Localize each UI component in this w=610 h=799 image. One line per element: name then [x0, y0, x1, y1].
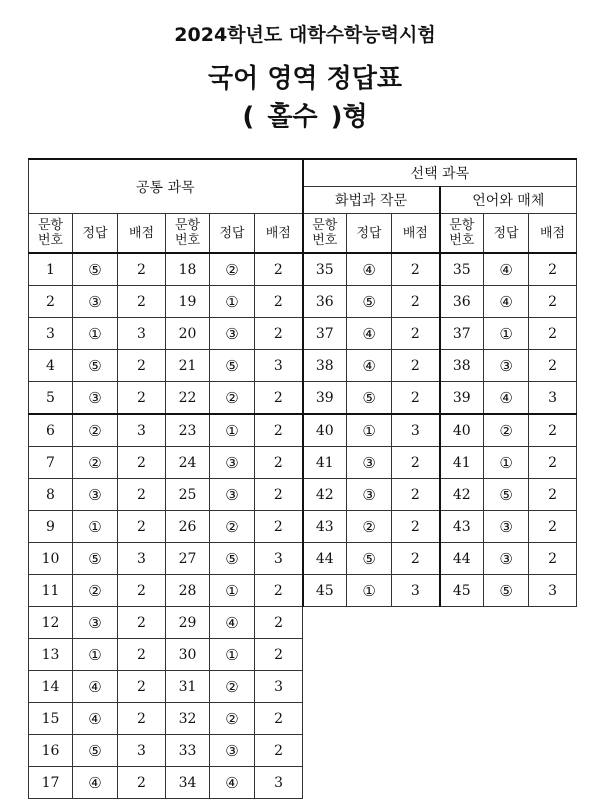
points: 2: [392, 479, 440, 511]
answer: ②: [210, 703, 255, 735]
answer: ①: [210, 575, 255, 607]
empty-cell: [392, 639, 440, 671]
empty-cell: [392, 703, 440, 735]
points: 2: [118, 767, 166, 799]
points: 2: [118, 382, 166, 415]
points: 2: [118, 447, 166, 479]
question-number: 32: [166, 703, 210, 735]
question-number: 13: [29, 639, 73, 671]
question-number: 27: [166, 543, 210, 575]
question-number: 31: [166, 671, 210, 703]
points: 2: [255, 511, 303, 543]
question-number: 43: [440, 511, 484, 543]
table-row: [29, 447, 577, 479]
answer: ④: [347, 253, 392, 286]
points: 2: [118, 703, 166, 735]
empty-cell: [392, 607, 440, 639]
question-number: 15: [29, 703, 73, 735]
question-number: 25: [166, 479, 210, 511]
exam-title: 2024학년도 대학수학능력시험: [174, 24, 436, 46]
empty-cell: [303, 639, 347, 671]
empty-cell: [529, 671, 577, 703]
question-number-header: 문항 번호: [440, 214, 484, 254]
points: 2: [118, 671, 166, 703]
points: 2: [529, 414, 577, 447]
question-number: 3: [29, 318, 73, 350]
points: 2: [392, 253, 440, 286]
table-row: [29, 286, 577, 318]
answer: ②: [73, 414, 118, 447]
answer: ③: [484, 511, 529, 543]
empty-cell: [392, 735, 440, 767]
points: 2: [529, 511, 577, 543]
answer: ③: [210, 318, 255, 350]
answer: ④: [73, 671, 118, 703]
points: 2: [529, 447, 577, 479]
empty-cell: [440, 671, 484, 703]
question-number: 44: [303, 543, 347, 575]
points: 2: [255, 639, 303, 671]
question-number: 22: [166, 382, 210, 415]
answer: ②: [210, 382, 255, 415]
empty-cell: [303, 703, 347, 735]
answer: ①: [210, 414, 255, 447]
question-number: 34: [166, 767, 210, 799]
empty-cell: [484, 671, 529, 703]
points: 3: [529, 382, 577, 415]
empty-cell: [303, 735, 347, 767]
points: 2: [255, 479, 303, 511]
points: 2: [392, 382, 440, 415]
question-number: 41: [440, 447, 484, 479]
empty-cell: [484, 735, 529, 767]
table-row: [29, 575, 577, 607]
question-number: 16: [29, 735, 73, 767]
question-number: 45: [440, 575, 484, 607]
empty-cell: [484, 703, 529, 735]
table-row: [29, 318, 577, 350]
question-number: 37: [440, 318, 484, 350]
points: 2: [255, 607, 303, 639]
empty-cell: [440, 735, 484, 767]
question-number-header: 문항 번호: [166, 214, 210, 254]
empty-cell: [303, 671, 347, 703]
answer: ④: [484, 286, 529, 318]
question-number: 11: [29, 575, 73, 607]
points: 3: [118, 318, 166, 350]
table-row: [29, 543, 577, 575]
points: 2: [255, 286, 303, 318]
answer: ⑤: [73, 735, 118, 767]
answer: ②: [484, 414, 529, 447]
empty-cell: [440, 607, 484, 639]
points: 3: [529, 575, 577, 607]
empty-cell: [347, 607, 392, 639]
empty-cell: [529, 639, 577, 671]
points: 2: [392, 543, 440, 575]
question-number: 44: [440, 543, 484, 575]
points: 3: [118, 414, 166, 447]
answer: ⑤: [210, 543, 255, 575]
answer: ①: [347, 575, 392, 607]
question-number: 14: [29, 671, 73, 703]
points: 3: [392, 414, 440, 447]
question-number: 36: [440, 286, 484, 318]
empty-cell: [440, 703, 484, 735]
answer: ①: [73, 511, 118, 543]
answer: ③: [73, 382, 118, 415]
answer: ⑤: [347, 543, 392, 575]
points: 2: [529, 253, 577, 286]
answer: ③: [210, 479, 255, 511]
empty-cell: [303, 607, 347, 639]
points: 2: [392, 511, 440, 543]
elective-a-header: 화법과 작문: [303, 187, 440, 214]
question-number: 7: [29, 447, 73, 479]
answer: ②: [347, 511, 392, 543]
answer: ①: [484, 447, 529, 479]
answer: ⑤: [347, 382, 392, 415]
elective-b-header: 언어와 매체: [440, 187, 577, 214]
answer: ④: [210, 767, 255, 799]
answer: ①: [73, 639, 118, 671]
points: 2: [118, 350, 166, 382]
empty-cell: [529, 607, 577, 639]
points: 2: [392, 447, 440, 479]
points: 3: [255, 671, 303, 703]
question-number: 40: [440, 414, 484, 447]
points: 2: [118, 639, 166, 671]
empty-cell: [347, 735, 392, 767]
common-section-header: 공통 과목: [29, 159, 303, 214]
answer: ⑤: [347, 286, 392, 318]
empty-cell: [529, 703, 577, 735]
question-number: 20: [166, 318, 210, 350]
answer: ⑤: [484, 575, 529, 607]
question-number: 5: [29, 382, 73, 415]
points: 2: [255, 735, 303, 767]
question-number-header: 문항 번호: [29, 214, 73, 254]
points: 2: [255, 414, 303, 447]
points: 2: [392, 318, 440, 350]
question-number: 38: [303, 350, 347, 382]
points-header: 배점: [118, 214, 166, 254]
points: 2: [118, 253, 166, 286]
points: 2: [255, 703, 303, 735]
answer: ④: [484, 253, 529, 286]
points: 3: [118, 735, 166, 767]
question-number: 42: [303, 479, 347, 511]
question-number: 26: [166, 511, 210, 543]
question-number: 30: [166, 639, 210, 671]
question-number: 10: [29, 543, 73, 575]
question-number: 33: [166, 735, 210, 767]
points: 2: [392, 350, 440, 382]
points: 2: [118, 286, 166, 318]
answer: ④: [484, 382, 529, 415]
elective-section-header: 선택 과목: [303, 159, 577, 187]
question-number: 43: [303, 511, 347, 543]
answer: ③: [347, 479, 392, 511]
table-row: [29, 253, 577, 286]
answer: ②: [73, 447, 118, 479]
answer: ④: [210, 607, 255, 639]
points: 2: [118, 511, 166, 543]
question-number: 1: [29, 253, 73, 286]
points: 3: [118, 543, 166, 575]
answer: ③: [484, 350, 529, 382]
answer: ②: [210, 511, 255, 543]
points: 2: [529, 479, 577, 511]
empty-cell: [392, 671, 440, 703]
table-row: [29, 703, 577, 735]
answer: ③: [73, 479, 118, 511]
empty-cell: [347, 639, 392, 671]
answer-key-table: [28, 158, 577, 799]
answer-key-title: 국어 영역 정답표: [208, 64, 402, 94]
answer: ①: [73, 318, 118, 350]
question-number: 28: [166, 575, 210, 607]
answer: ⑤: [484, 479, 529, 511]
answer: ②: [210, 671, 255, 703]
question-number: 40: [303, 414, 347, 447]
points: 2: [529, 286, 577, 318]
points: 2: [255, 575, 303, 607]
points: 2: [118, 607, 166, 639]
question-number: 18: [166, 253, 210, 286]
answer: ④: [73, 767, 118, 799]
answer: ②: [210, 253, 255, 286]
answer: ③: [210, 447, 255, 479]
points: 3: [255, 350, 303, 382]
question-number: 36: [303, 286, 347, 318]
points: 3: [255, 543, 303, 575]
question-number: 17: [29, 767, 73, 799]
empty-cell: [347, 671, 392, 703]
question-number: 39: [303, 382, 347, 415]
points: 2: [529, 318, 577, 350]
empty-cell: [484, 639, 529, 671]
empty-cell: [529, 735, 577, 767]
question-number: 38: [440, 350, 484, 382]
points-header: 배점: [392, 214, 440, 254]
question-number: 8: [29, 479, 73, 511]
points: 2: [118, 479, 166, 511]
answer: ①: [347, 414, 392, 447]
question-number: 41: [303, 447, 347, 479]
answer: ③: [484, 543, 529, 575]
table-row: [29, 735, 577, 767]
points-header: 배점: [529, 214, 577, 254]
answer-header: 정답: [347, 214, 392, 254]
table-row: [29, 414, 577, 447]
table-row: [29, 479, 577, 511]
empty-cell: [484, 607, 529, 639]
table-row: [29, 607, 577, 639]
answer-header: 정답: [210, 214, 255, 254]
question-number: 2: [29, 286, 73, 318]
empty-cell: [347, 703, 392, 735]
answer-header: 정답: [73, 214, 118, 254]
points: 2: [255, 382, 303, 415]
answer: ①: [210, 639, 255, 671]
table-row: [29, 671, 577, 703]
answer: ④: [347, 350, 392, 382]
question-number: 4: [29, 350, 73, 382]
points: 2: [118, 575, 166, 607]
points: 2: [255, 318, 303, 350]
form-type-title: ( 홀수 )형: [242, 102, 368, 132]
answer: ⑤: [73, 543, 118, 575]
points: 2: [529, 350, 577, 382]
points: 3: [255, 767, 303, 799]
table-row: [29, 382, 577, 415]
points-header: 배점: [255, 214, 303, 254]
points: 2: [529, 543, 577, 575]
question-number: 35: [303, 253, 347, 286]
table-row: [29, 639, 577, 671]
question-number: 35: [440, 253, 484, 286]
question-number-header: 문항 번호: [303, 214, 347, 254]
question-number: 12: [29, 607, 73, 639]
question-number: 21: [166, 350, 210, 382]
question-number: 9: [29, 511, 73, 543]
answer: ④: [73, 703, 118, 735]
question-number: 37: [303, 318, 347, 350]
question-number: 39: [440, 382, 484, 415]
answer: ③: [347, 447, 392, 479]
question-number: 19: [166, 286, 210, 318]
question-number: 29: [166, 607, 210, 639]
points: 2: [255, 447, 303, 479]
answer: ②: [73, 575, 118, 607]
answer: ③: [73, 286, 118, 318]
answer-header: 정답: [484, 214, 529, 254]
empty-cell: [440, 639, 484, 671]
question-number: 6: [29, 414, 73, 447]
table-row: [29, 350, 577, 382]
points: 2: [255, 253, 303, 286]
answer: ⑤: [73, 253, 118, 286]
question-number: 42: [440, 479, 484, 511]
answer: ④: [347, 318, 392, 350]
answer: ③: [73, 607, 118, 639]
question-number: 24: [166, 447, 210, 479]
table-row: [29, 511, 577, 543]
answer: ⑤: [73, 350, 118, 382]
question-number: 45: [303, 575, 347, 607]
answer: ⑤: [210, 350, 255, 382]
answer: ①: [484, 318, 529, 350]
answer: ③: [210, 735, 255, 767]
points: 3: [392, 575, 440, 607]
answer: ①: [210, 286, 255, 318]
points: 2: [392, 286, 440, 318]
question-number: 23: [166, 414, 210, 447]
